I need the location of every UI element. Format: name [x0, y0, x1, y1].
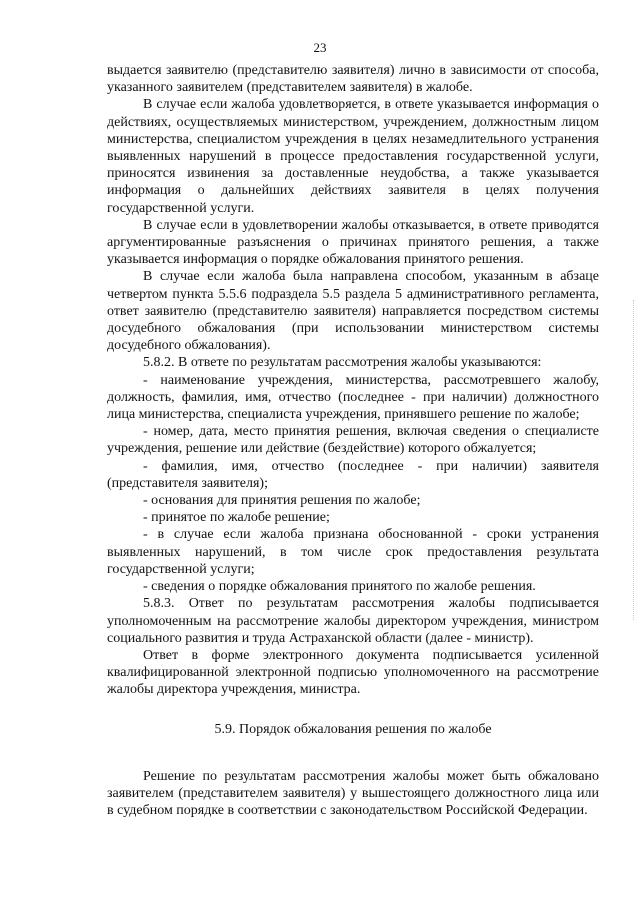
paragraph-appeal: Решение по результатам рассмотрения жалобы может быть обжаловано заявителем (представителем заявителя) у вышестоящего должностного лица или в судебном порядке в соответствии с законодательством Российской Федерации.	[107, 768, 599, 819]
paragraph-complaint-satisfied: В случае если жалоба удовлетворяется, в ответе указывается информация о действиях, осуществляемых министерством, учреждением, должностным лицом министерства, специалистом учреждения в целях незамедлительного устранения выявленных нарушений в процессе предоставления государственной услуги, приносятся извинения за доставленные неудобства, а также указывается информация о дальнейших действиях заявителя в целях получения государственной услуги.	[107, 97, 599, 216]
paragraph-electronic-signature: Ответ в форме электронного документа подписывается усиленной квалифицированной электронной подписью уполномоченного на рассмотрение жалобы директора учреждения, министра.	[107, 647, 599, 698]
section-heading: 5.9. Порядок обжалования решения по жалобе	[214, 721, 492, 737]
list-item-deadlines: - в случае если жалоба признана обоснованной - сроки устранения выявленных нарушений, в том числе срок предоставления результата государственной услуги;	[107, 527, 599, 577]
paragraph-continuation: выдается заявителю (представителю заявителя) лично в зависимости от способа, указанного заявителем (представителем заявителя) в жалобе.	[107, 63, 599, 96]
list-item-applicant-name: - фамилия, имя, отчество (последнее - при наличии) заявителя (представителя заявителя);	[107, 458, 599, 491]
clause-5-8-3: 5.8.3. Ответ по результатам рассмотрения жалобы подписывается уполномоченным на рассмотрение жалобы директором учреждения, министром социального развития и труда Астраханской области (далее - министр).	[107, 596, 599, 646]
clause-5-8-2: 5.8.2. В ответе по результатам рассмотрения жалобы указываются:	[143, 355, 542, 371]
list-item-decision-number: - номер, дата, место принятия решения, включая сведения о специалисте учреждения, решение или действие (бездействие) которого обжалуется;	[107, 424, 599, 457]
page-number: 23	[313, 40, 327, 55]
list-item-institution-name: - наименование учреждения, министерства, рассмотревшего жалобу, должность, фамилия, имя, отчество (последнее - при наличии) должностного лица министерства, специалиста учреждения, принявшего решение по жалобе;	[107, 372, 599, 423]
paragraph-pre-trial-system: В случае если жалоба была направлена способом, указанным в абзаце четвертом пункта 5.5.6 подраздела 5.5 раздела 5 административного регламента, ответ заявителю (представителю заявителя) направляется посредством системы досудебного обжалования (при использовании министерством системы досудебного обжалования).	[107, 269, 599, 354]
list-item-grounds: - основания для принятия решения по жалобе;	[143, 493, 421, 509]
document-body	[107, 62, 599, 819]
scan-margin-marks	[633, 300, 636, 620]
list-item-decision: - принятое по жалобе решение;	[143, 510, 330, 526]
list-item-appeal-procedure: - сведения о порядке обжалования принятого по жалобе решения.	[143, 579, 536, 595]
paragraph-complaint-refused: В случае если в удовлетворении жалобы отказывается, в ответе приводятся аргументированные разъяснения о причинах принятого решения, а также указывается информация о порядке обжалования принятого решения.	[107, 217, 599, 268]
